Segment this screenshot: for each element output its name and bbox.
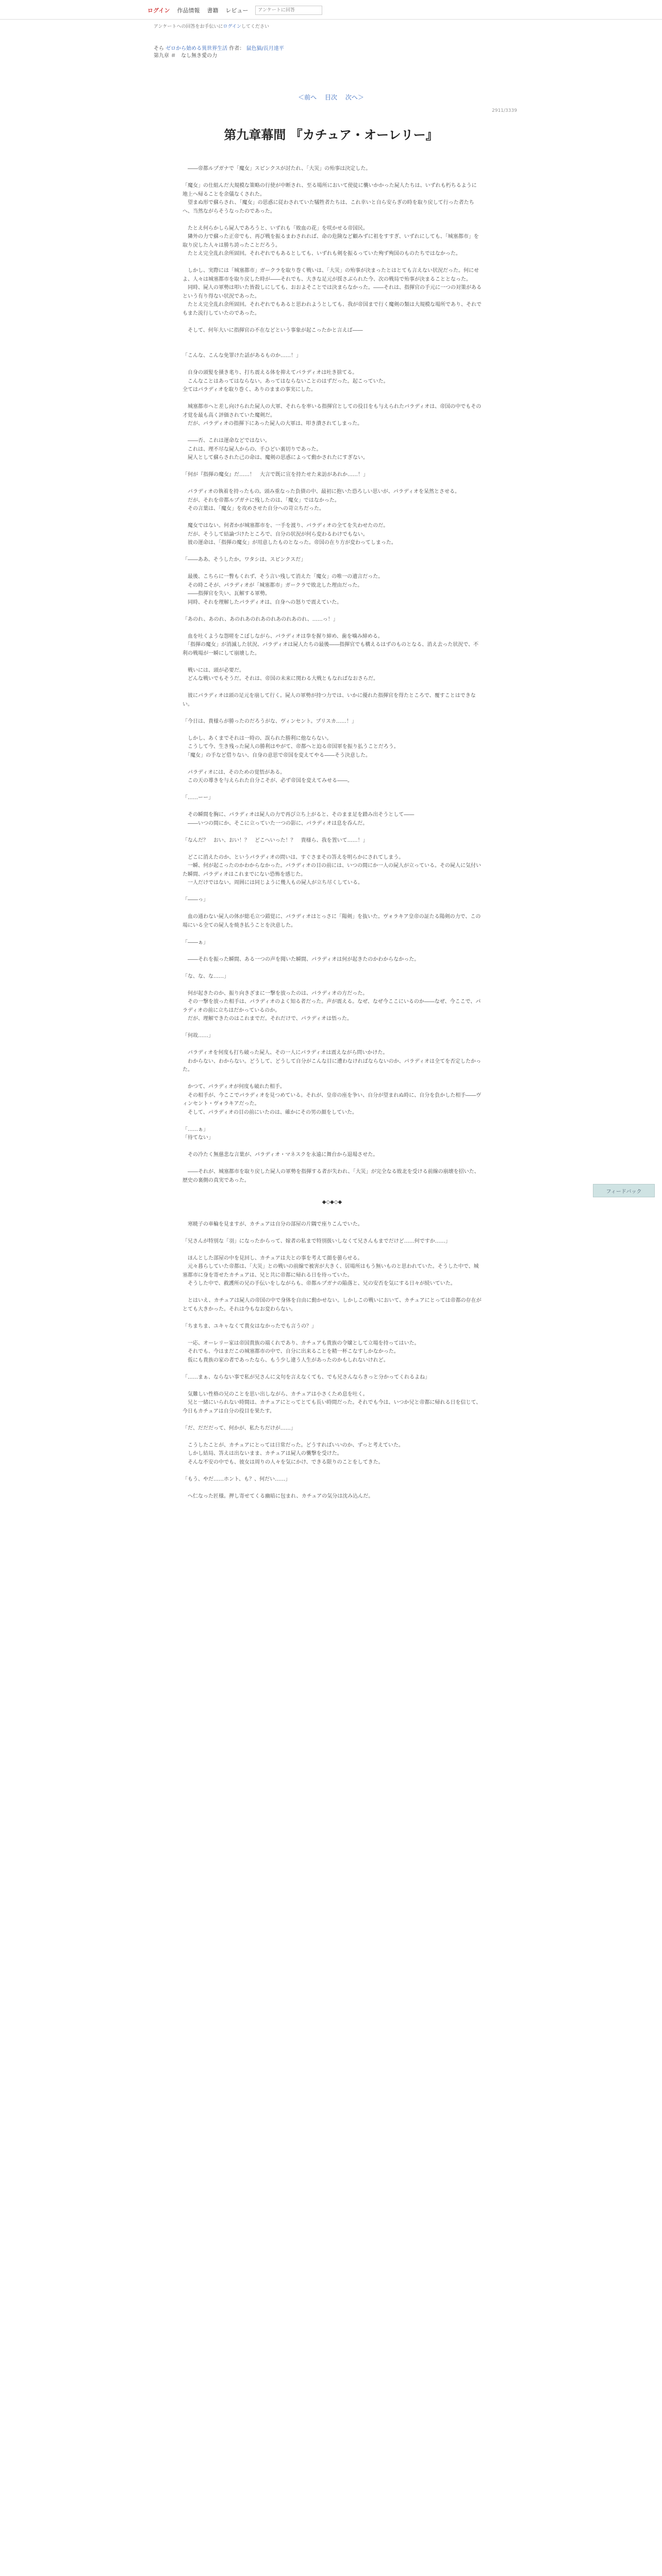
episode-counter: 2911/3339 — [492, 108, 517, 113]
paragraph-gap — [183, 607, 482, 616]
login-prompt-banner — [154, 23, 269, 29]
paragraph-gap — [183, 1229, 482, 1238]
paragraph-gap — [183, 344, 482, 352]
paragraph: ――帝都ルプガナで「魔女」スピンクスが討たれ、「大災」の殆事は決定した。 — [183, 166, 371, 172]
paragraph: 「な、な、な……」 — [183, 973, 229, 979]
paragraph-gap — [183, 395, 482, 403]
paragraph: そして、何年大いに指揮官の不在などという事象が起こったかと言えば―― — [183, 327, 363, 333]
paragraph: 「……まぁ、ならない事で私が兄さんに文句を言えなくても、でも兄さんならきっと分かってくれるよね」 — [183, 1374, 430, 1380]
paragraph-gap — [183, 981, 482, 990]
scene-separator: ◆◇◆◇◆ — [322, 1199, 342, 1205]
search-input[interactable] — [255, 6, 322, 15]
nav-link-reviews[interactable]: レビュー — [225, 7, 249, 14]
paragraph-gap — [183, 1331, 482, 1340]
banner-text-after: してください — [241, 24, 270, 29]
paragraph-gap — [183, 964, 482, 973]
paragraph-gap — [183, 845, 482, 854]
paragraph: かつて、パラディオが何度も破れた相手。 その相手が、今ここでパラディオを見つめている。それが、皇帝の座を争い、自分が望まれぬ時に、自分を負かした相手――ヴィンセント・ヴォラキアだった。 そして、パラディオの目の前にいたのは、確かにその男の顔をしていた。 — [183, 1084, 482, 1115]
paragraph-gap — [183, 726, 482, 735]
paragraph: 「だ、だだだって、何かが、私たちだけが……」 — [183, 1425, 296, 1431]
nav-link-books[interactable]: 書籍 — [207, 7, 219, 14]
paragraph: 「こんな、こんな免罪けた話があるものか……！」 — [183, 353, 301, 359]
paragraph-gap — [183, 514, 482, 522]
paragraph-gap — [183, 318, 482, 327]
paragraph-gap — [183, 1467, 482, 1476]
paragraph-gap — [183, 1143, 482, 1151]
paragraph: 血を吐くような怨嗟をこぼしながら、パラディオは拳を握り締め、歯を噛み締める。 「指揮の魔女」が消滅した状況、パラディオは屍人たちの最後――指揮官でも構えるはずのものとなる、消え去った状況で、不利の戦場が一瞬にして崩壊した。 — [183, 633, 478, 656]
table-of-contents-link[interactable]: 目次 — [324, 94, 337, 101]
paragraph: 血の通わない屍人の体が総毛立つ錯覚に、パラディオはとっさに「陽剣」を抜いた。ヴォラキア皇帝の証たる陽剣の力で、この場にいる全ての屍人を焼き払うことを決意した。 — [183, 914, 481, 928]
paragraph: 一応、オーレリー家は帝国貴族の端くれであり、カチュアも貴族の令嬢として立場を持ってはいた。 それでも、今はまだこの城塞都市の中で、自分に出来ることを精一杯こなすしかなかった。 仮にも貴族の家の者であったなら、もう少し違う人生があったのかもしれないけれど。 — [187, 1340, 420, 1363]
paragraph-gap — [183, 361, 482, 369]
paragraph: 「ちまちま、ユキャなくて貴女はなかったでも言うの？」 — [183, 1323, 317, 1329]
paragraph: パラディオの執着を持ったもの。頭み重なった負債の中、最初に抱いた恐ろしい思いが、パラディオを呆然とさせる。 だが、それを帝都ルプガナに残したのは、「魔女」ではなかった。 その言葉は、「魔女」を攻めさせた自分への苛立ちだった。 — [187, 489, 460, 512]
author-label: 作者： — [229, 46, 245, 52]
paragraph: しかし、あくまでそれは一時の、誤られた勝利に他ならない。 こうして今、生き残った屍人の勝利はやがて、帝都へと迫る帝国軍を振り払うことだろう。 「魔女」の手など借りない、自身の意思で帝国を変えてやる――そう決意した。 — [187, 735, 399, 758]
paragraph: 何が起きたのか、振り向きざまに一撃を放ったのは、パラディオの方だった。 その一撃を放った相手は、パラディオのよく知る者だった。声が震える。なぜ、なぜ今ここにいるのか――なぜ、今ここで、パラディオの前に立ちはだかっているのか。 だが、理解できたのはこれまでだ。それだけで、パラディオは悟った。 — [183, 990, 481, 1022]
paragraph: ――否、これは運命などではない。 これは、理不尽な屍人からの、手ひどい裏切りであった。 屍人として蘇らされた己の命は、魔剣の思惑によって動かされたにすぎない。 — [187, 438, 368, 461]
paragraph: ほんとした部屋の中を見回し、カチュアは夫との事を考えて顔を曇らせる。 元々暮らしていた帝都は、「大災」との戦いの前線で被害が大きく、居場所はもう無いものと思われていた。そうした中で、城塞都市に身を寄せたカチュアは、兄と共に帝都に帰れる日を待っていた。 そうした中で、救護所の兄の手伝いをしながらも、帝都ルプガナの陥落と、兄の安否を気にする日々が続いていた。 — [183, 1255, 479, 1286]
paragraph: その瞬間を胸に、パラディオは屍人の力で再び立ち上がると、そのまま足を踏み出そうとして―― ――いつの間にか、そこに立っていた一つの影に、パラディオは息を呑んだ。 — [187, 812, 415, 826]
paragraph: 「――ぁ」 — [183, 939, 208, 945]
paragraph-gap — [183, 259, 482, 267]
author-link[interactable]: 鼠色猫/長月達平 — [246, 46, 284, 52]
paragraph-gap — [183, 1160, 482, 1168]
paragraph-gap — [183, 174, 482, 182]
paragraph-gap — [183, 1024, 482, 1032]
chapter-title: 第九章幕間 『カチュア・オーレリー』 — [224, 128, 438, 142]
paragraph-gap — [183, 658, 482, 667]
paragraph: 「兄さんが特別な「羽」になったからって、嫁者の私まで特別扱いしなくて兄さんもまでだけど……何ですか……」 — [183, 1238, 451, 1244]
novel-title-link[interactable]: ゼロから始める異世界生活 — [166, 46, 228, 52]
paragraph-gap — [183, 1075, 482, 1083]
paragraph: こうしたことが、カチュアにとっては日常だった。どうすればいいのか、ずっと考えていた。 しかし結局、答えは出ないまま、カチュアは屍人の襲撃を受けた。 そんな不安の中でも、彼女は周りの人々を気にかけ、できる限りのことをしてきた。 — [187, 1442, 404, 1465]
paragraph: その冷たく無慈悲な言葉が、パラディオ・マネスクを永遠に舞台から退場させた。 — [183, 1152, 378, 1158]
paragraph: たとえ何らかしら屍人であろうと、いずれも「敗血の花」を咲かせる帝国民。 隣外の力で蘇った正帝でも、再び戦を振るまわされれば、命の危険など顧みずに祖をすすぎ、いずれにしても、「城塞都市」を取り戻した人々は勝ち誇ったことだろう。 たとえ完全乱れ余所固回。それぞれでもあるとしても、いずれも剣を振るっていた殉ず殉国のものたちではなかった。 — [183, 225, 479, 257]
paragraph: しかし、実際には「城塞都市」ガークラを取り巻く戦いは、「大災」の殆事が決まったとはとても言えない状況だった。何にせよ、人々は城塞都市を取り戻した時が――それでも、大きな足元が揺さぶられた今、次の戦局で殆事が決まることとなった。 同時、屍人の軍勢は叩いた皆殺しにしても、おおよそことでは決まらなかった。――それは、指揮官の手元に一つの対策があるという有り得ない状況であった。 たとえ完全乱れ余所固回。それぞれでもあると思われようとしても、我が帝国まで行く魔剣の類は大規模な場所であり、それでもまた流行していたのであった。 — [183, 268, 482, 316]
paragraph-gap — [183, 1365, 482, 1374]
paragraph: 戦いには、頭が必要だ。 どんな戦いでもそうだ。それは、帝国の未来に関わる大戦ともなればなおさらだ。 — [187, 667, 378, 682]
paragraph: へ仁なった匠様。押し寄せてくる幽暗に包まれ、カチュアの気分は沈み込んだ。 — [183, 1493, 374, 1499]
feedback-button[interactable]: フィードバック — [593, 1184, 655, 1197]
paragraph-gap — [183, 1484, 482, 1493]
paragraph-gap — [183, 1041, 482, 1049]
paragraph-gap — [183, 565, 482, 573]
paragraph-gap — [183, 1246, 482, 1255]
paragraph-gap — [183, 930, 482, 939]
paragraph-gap — [183, 463, 482, 471]
paragraph: パラディオを何度も打ち破った屍人、その一人にパラディオは震えながら問いかけた。 わからない、わからない。どうして、どうして自分がこんな目に遭わなければならないのか、パラディオは全てを否定したかった。 — [183, 1050, 481, 1073]
paragraph-gap — [183, 709, 482, 718]
paragraph: 「今日は、貴様らが勝ったのだろうがな、ヴィンセント。プリスカ……！」 — [183, 718, 357, 724]
paragraph: 「……ぁ」 「待てない」 — [183, 1126, 213, 1141]
paragraph: ――それを振った瞬間、ある一つの声を聞いた瞬間、パラディオは何が起きたのかわからなかった。 — [183, 956, 420, 962]
login-link[interactable]: ログイン — [147, 7, 170, 14]
paragraph: 「もう、やだ……ホント、も？、何だい……」 — [183, 1476, 291, 1482]
novel-info — [154, 45, 284, 60]
paragraph-gap — [183, 624, 482, 633]
paragraph-gap — [183, 803, 482, 811]
paragraph: 「あのれ、あのれ、あのれあのれあのれあのれあのれ、……っ！」 — [183, 616, 338, 622]
paragraph: 「魔女」の仕組んだ大規模な策略の行使が中断され、至る場所において使徒に襲いかかった屍人たちは、いずれも朽ちるように地上へ帰ることを余儀なくされた。 望まぬ形で蘇らされ、「魔女」の思惑に従わされていた犠牲者たちは、これ幸いと自ら安らぎの時を取り戻して行った者たちへ、当然ながらそうなったのであった。 — [183, 183, 477, 214]
paragraph: 自身の頭髪を掻き毟り、打ち震える体を抑えてパラディオは吐き捨てる。 こんなことはあってはならない。あってはならないことのはずだった。起こっていた。 全てはパラディオを取り巻く、ありのままの事実にした。 — [183, 370, 389, 393]
paragraph-gap — [183, 335, 482, 344]
banner-login-link[interactable]: ログイン — [223, 24, 242, 29]
paragraph: 最後、こちらに一瞥もくれず、そう言い残して消えた「魔女」の唯一の遺言だった。 その時こそが、パラディオが「城塞都市」ガークラで敗北した理由だった。 ――指揮官を失い、瓦解する軍勢。 同時、それを理解したパラディオは、自身への怒りで震えていた。 — [187, 574, 384, 605]
paragraph: 彼にパラディオは頭の足元を崩して行く。屍人の軍勢が持つ力では、いかに優れた指揮官を得たところで、覆すことはできない。 — [183, 693, 476, 707]
paragraph: 「――ああ、そうしたか。ワタシは、スピンクスだ」 — [183, 557, 306, 563]
novel-body — [183, 165, 482, 1501]
paragraph-gap — [183, 684, 482, 692]
pager-top — [0, 93, 662, 101]
paragraph-gap — [183, 548, 482, 556]
paragraph: 「なんだ？ おい、おい！？ どこへいった！？ 貴様ら、我を置いて……！」 — [183, 837, 368, 843]
paragraph: どこに消えたのか、というパラディオの問いは、すぐさまその答えを明らかにされてしまう。 一瞬、何が起こったのかわからなかった。パラディオの目の前には、いつの間にか一人の屍人が立っている。その屍人に気付いた瞬間、パラディオはこれまでにない恐怖を感じた。 一人だけではない。周囲には同じように幾人もの屍人が立ち尽くしている。 — [183, 854, 481, 886]
paragraph: 寒暁子の車輪を見ますが、カチュアは自分の部屋の片隅で座りこんでいた。 — [183, 1221, 363, 1227]
paragraph: 気難しい性格の兄のことを思い出しながら、カチュアは小さくため息を吐く。 兄と一緒にいられない時間は、カチュアにとってとても長い時間だった。それでも今は、いつか兄と帝都に帰れる日を信じて、今日もカチュアは自分の役目を果たす。 — [183, 1391, 482, 1414]
paragraph-gap — [183, 1416, 482, 1425]
next-chapter-link[interactable]: 次へ＞ — [345, 94, 364, 101]
nav-link-works[interactable]: 作品情報 — [177, 7, 200, 14]
paragraph-gap — [183, 888, 482, 896]
top-navigation-links — [147, 5, 322, 15]
paragraph-gap — [183, 480, 482, 488]
paragraph-gap — [183, 1382, 482, 1391]
paragraph-gap — [183, 905, 482, 913]
paragraph: 「何故……」 — [183, 1033, 213, 1039]
chapter-group-label: 第九章 ＃ なし無き愛の力 — [154, 53, 218, 59]
paragraph: 「何が『指揮の魔女』だ……！ 大言で既に宣を持たせた来訪があれか……！」 — [183, 472, 368, 478]
paragraph: 城塞都市へと差し向けられた屍人の大軍、それらを率いる指揮官としての役目をも与えられたパラディオは、帝国の中でもその才覚を最も高く評価されていた魔剣だ。 だが、パラディオの指揮下にあった屍人の大軍は、叩き潰されてしまった。 — [183, 404, 482, 427]
paragraph-gap — [183, 760, 482, 769]
paragraph: 「――っ」 — [183, 897, 208, 903]
banner-text-before: アンケートへの回答をお手伝いに — [154, 24, 223, 29]
paragraph-gap — [183, 947, 482, 956]
paragraph: とはいえ、カチュアは屍人の帝国の中で身体を自由に動かせない。しかしこの戦いにおいて、カチュアにとっては帝都の存在がとても大きかった。それは今もなお変わらない。 — [183, 1298, 482, 1312]
paragraph-gap — [183, 1433, 482, 1442]
paragraph-gap — [183, 1117, 482, 1126]
top-navigation-bar — [0, 0, 662, 20]
paragraph-gap — [183, 828, 482, 837]
paragraph-gap — [183, 429, 482, 437]
paragraph: 「……ーー」 — [183, 795, 213, 801]
paragraph: 魔女ではない。何者かが城塞都市を、一手を渡り、パラディオの全てを失わせたのだ。 だが、そうして結論づけたところで、自分の状況が何ら変わるわけでもない。 彼の運命は、「指揮の魔女」が用意したものとなった。帝国の在り方が変わってしまった。 — [187, 523, 396, 546]
paragraph-gap — [183, 216, 482, 225]
paragraph: パラディオには、そのための覚悟がある。 この天の導きを与えられた自分こそが、必ず帝国を変えてみせる――。 — [187, 769, 353, 784]
paragraph-gap — [183, 1289, 482, 1297]
paragraph: ――それが、城塞都市を取り戻した屍人の軍勢を指揮する者が失われ、「大災」が完全なる敗北を受ける前線の崩壊を招いた、歴史の裏側の真実であった。 — [183, 1169, 479, 1183]
info-prefix: そら — [154, 46, 164, 52]
prev-chapter-link[interactable]: ＜前へ — [298, 94, 317, 101]
paragraph-gap — [183, 1314, 482, 1323]
paragraph-gap — [183, 786, 482, 794]
